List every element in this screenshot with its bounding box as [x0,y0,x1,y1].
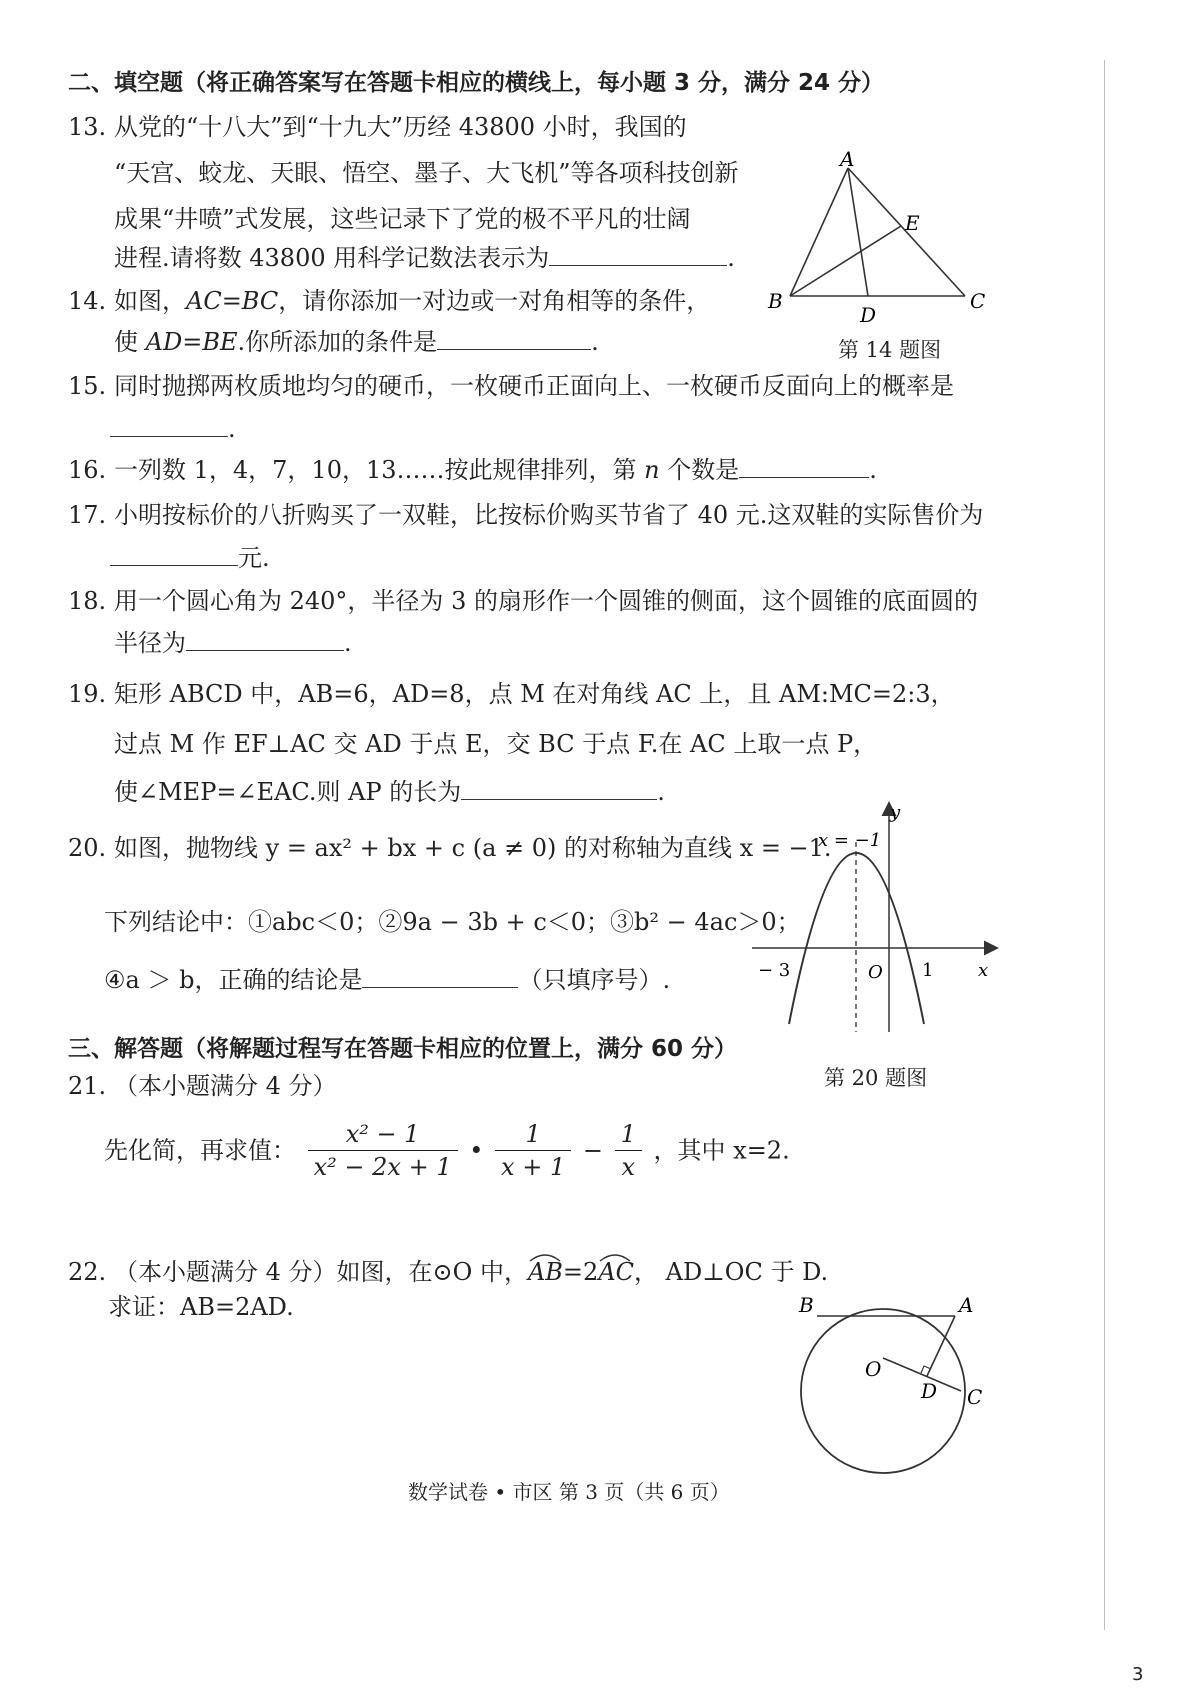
label-b: B [768,289,783,313]
label-c: C [970,289,986,313]
question-text: 同时抛掷两枚质地均匀的硬币，一枚硬币正面向上、一枚硬币反面向上的概率是 [114,372,954,400]
question-17-line2 [110,543,270,573]
fraction-1 [308,1122,458,1179]
question-22-line2: 求证：AB=2AD. [108,1293,294,1321]
question-22-line1 [68,1257,828,1287]
question-text: ，其中 x=2. [653,1136,790,1165]
question-text: 使∠MEP=∠EAC.则 AP 的长为 [114,778,462,806]
question-21-header [68,1071,337,1101]
math-expression: AD=BE [145,328,238,356]
question-text: 进程.请将数 43800 用科学记数法表示为 [114,244,550,272]
question-text: ， AD⊥OC 于 D. [634,1258,829,1286]
fraction-numerator: 1 [495,1122,571,1151]
question-19-line1 [68,679,955,709]
arc-ab [528,1258,563,1286]
question-text: （本小题满分 4 分）如图，在⊙O 中， [114,1258,528,1286]
question-18-line1 [68,586,978,616]
minus-sign: − [582,1136,603,1165]
graph-one-label: 1 [922,960,934,981]
question-text: 如图， [114,287,186,315]
question-number: 21. [68,1072,107,1100]
question-15-line2: . [110,414,236,444]
page-number: 3 [1132,1664,1144,1685]
question-text: =2 [562,1258,599,1286]
fraction-denominator: x [621,1153,636,1181]
question-19-line2: 过点 M 作 EF⊥AC 交 AD 于点 E，交 BC 于点 F.在 AC 上取一点 P， [114,730,878,758]
question-14-line2: 使 AD=BE.你所添加的条件是 . [114,328,599,356]
question-16-line1: 16. 一列数 1，4，7，10，13……按此规律排列，第 n 个数是 . [68,456,877,484]
page-footer: 数学试卷 • 市区 第 3 页（共 6 页） [408,1480,730,1504]
question-number: 17. [68,501,107,529]
label-e: E [905,211,920,235]
fraction-denominator: x² − 2x + 1 [313,1153,452,1181]
graph-neg3-label: − 3 [758,960,791,981]
figure-22-circle [795,1288,1005,1488]
question-15-line1 [68,371,954,401]
question-text: 先化简，再求值： [104,1136,296,1165]
label-b: B [799,1293,814,1317]
math-expression: AC=BC [186,287,279,315]
arc-ac [598,1258,634,1286]
question-number: 20. [68,834,107,862]
question-text: 从党的“十八大”到“十九大”历经 43800 小时，我国的 [114,113,687,141]
question-number: 22. [68,1258,107,1286]
question-text: ④a ＞ b，正确的结论是 [104,966,363,994]
question-13-line1 [68,112,687,142]
question-number: 19. [68,680,107,708]
question-14-line1 [68,286,710,316]
question-number: 15. [68,372,107,400]
question-number: 14. [68,287,107,315]
question-21-expression [104,1122,790,1179]
question-17-line1 [68,500,983,530]
circle-o [801,1309,965,1473]
question-number: 13. [68,113,107,141]
question-text: （本小题满分 4 分） [114,1072,337,1100]
question-13-line2: “天宫、蛟龙、天眼、悟空、墨子、大飞机”等各项科技创新 [114,159,739,187]
question-13-line3: 成果“井喷”式发展，这些记录下了党的极不平凡的壮阔 [114,205,691,233]
question-20-line1 [68,833,832,863]
section3-heading: 三、解答题（将解题过程写在答题卡相应的位置上，满分 60 分） [68,1036,738,1062]
question-text: 一列数 1，4，7，10，13……按此规律排列，第 [114,456,645,484]
question-text: 矩形 ABCD 中，AB=6，AD=8，点 M 在对角线 AC 上，且 AM:MC=2:3， [114,680,955,708]
graph-axis-label: x = −1 [818,830,882,851]
page-margin-rule [1104,60,1105,1630]
question-number: 18. [68,587,107,615]
answer-blank [186,628,344,651]
arc-mark-icon [528,1252,562,1262]
arc-label: AB [527,1258,563,1286]
label-c: C [967,1385,983,1409]
figure-20-caption: 第 20 题图 [824,1066,928,1090]
fraction-denominator: x + 1 [501,1153,566,1181]
multiply-dot: • [469,1136,484,1165]
fraction-3 [615,1122,642,1179]
arc-mark-icon [598,1252,632,1262]
graph-origin-label: O [868,962,883,983]
question-13-line4: 进程.请将数 43800 用科学记数法表示为 . [114,244,735,272]
answer-blank [739,455,869,478]
question-text: ，请你添加一对边或一对角相等的条件， [278,287,711,315]
question-text: （只填序号）. [518,966,671,994]
question-text: 半径为 [114,629,186,657]
label-o: O [865,1357,882,1381]
graph-x-label: x [978,960,989,981]
answer-blank [110,414,228,437]
label-d: D [860,303,877,323]
graph-y-label: y [890,802,901,823]
question-20-line2: 下列结论中：①abc＜0；②9a − 3b + c＜0；③b² − 4ac＞0； [104,908,801,936]
answer-blank [549,243,727,266]
answer-blank [362,965,518,988]
fraction-numerator: 1 [615,1122,642,1151]
fraction-numerator: x² − 1 [308,1122,458,1151]
unit-text: 元. [238,544,270,572]
answer-blank [461,777,657,800]
question-19-line3: 使∠MEP=∠EAC.则 AP 的长为 . [114,778,665,806]
question-18-line2: 半径为 . [114,629,352,657]
fraction-2 [495,1122,571,1179]
section2-heading: 二、填空题（将正确答案写在答题卡相应的横线上，每小题 3 分，满分 24 分） [68,70,885,96]
figure-14 [760,148,1030,323]
label-a: A [959,1293,974,1317]
arc-label: AC [598,1258,635,1286]
question-text: 小明按标价的八折购买了一双鞋，比按标价购买节省了 40 元.这双鞋的实际售价为 [114,501,984,529]
label-d: D [921,1379,938,1403]
question-text: 如图，抛物线 y = ax² + bx + c (a ≠ 0) 的对称轴为直线 x = −1. [114,834,832,862]
answer-blank [437,327,591,350]
figure-14-caption: 第 14 题图 [838,338,942,362]
question-text: 使 [114,328,146,356]
question-text: .你所添加的条件是 [237,328,438,356]
answer-blank [110,543,238,566]
question-text: 用一个圆心角为 240°，半径为 3 的扇形作一个圆锥的侧面，这个圆锥的底面圆的 [114,587,978,615]
question-text: 个数是 [659,456,740,484]
question-number: 16. [68,456,107,484]
label-a: A [840,148,855,171]
math-variable: n [644,456,660,484]
question-20-line3 [104,965,670,995]
